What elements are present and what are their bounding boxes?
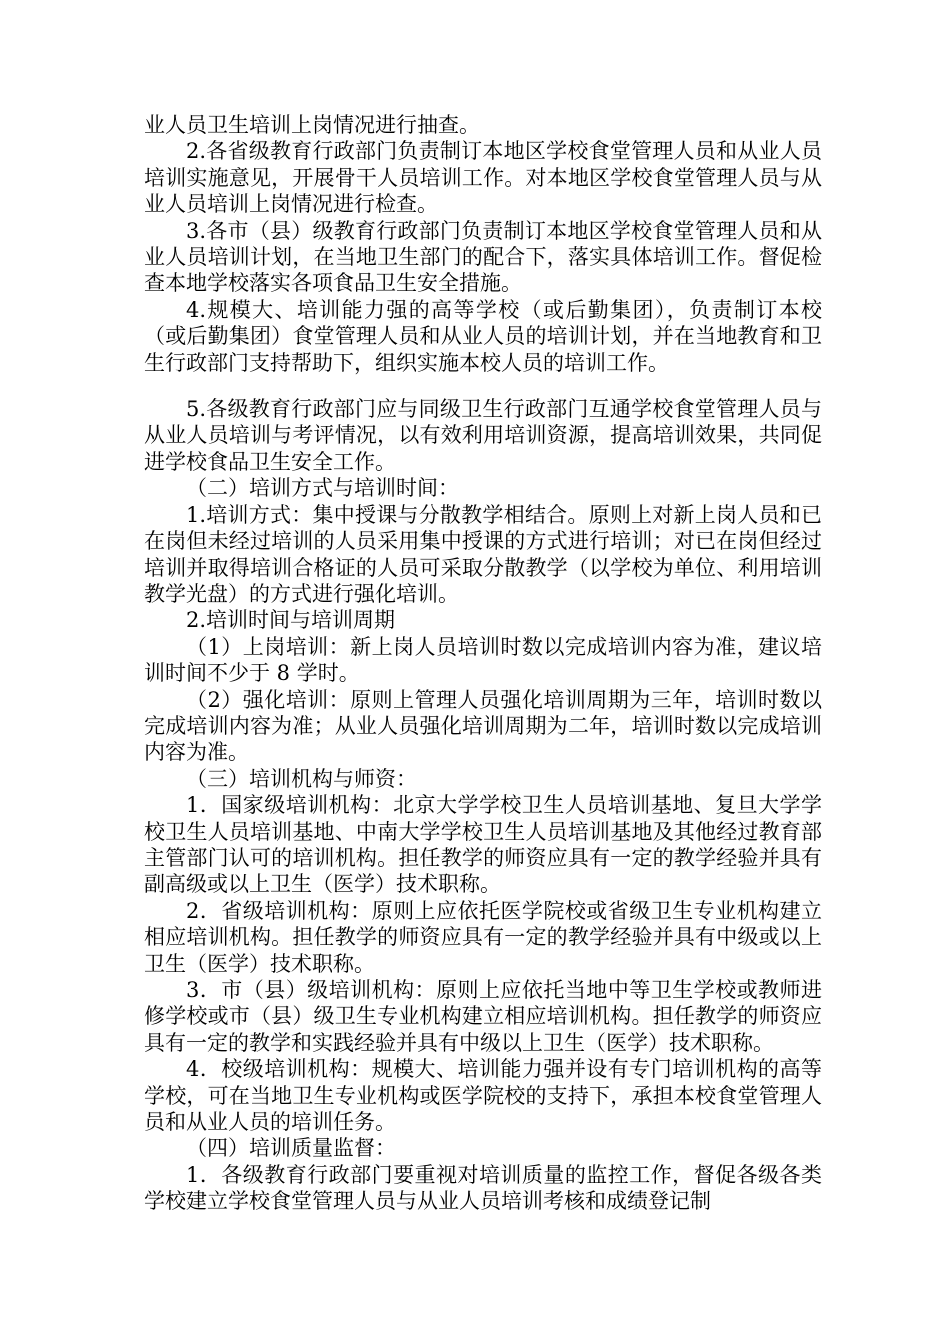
section-heading-quality-supervision: （四）培训质量监督： [186, 1136, 396, 1161]
paragraph-provincial-institutions: 2．省级培训机构：原则上应依托医学院校或省级卫生专业机构建立相应培训机构。担任教学的师资应具有一定的教学经验并具有中级或以上卫生（医学）技术职称。 [144, 898, 822, 976]
paragraph-city-county-institutions: 3．市（县）级培训机构：原则上应依托当地中等卫生学校或教师进修学校或市（县）级卫生专业机构建立相应培训机构。担任教学的师资应具有一定的教学和实践经验并具有中级以上卫生（医学）技术职称。 [144, 978, 822, 1055]
paragraph-school-institutions: 4．校级培训机构：规模大、培训能力强并设有专门培训机构的高等学校，可在当地卫生专业机构或医学院校的支持下，承担本校食堂管理人员和从业人员的培训任务。 [144, 1057, 822, 1135]
paragraph-reinforcement-training: （2）强化培训：原则上管理人员强化培训周期为三年，培训时数以完成培训内容为准；从业人员强化培训周期为二年，培训时数以完成培训内容为准。 [144, 687, 822, 765]
paragraph-continuation: 业人员卫生培训上岗情况进行抽查。 [144, 113, 480, 137]
paragraph-onboarding-training: （1）上岗培训：新上岗人员培训时数以完成培训内容为准，建议培训时间不少于 8 学时。 [144, 634, 822, 686]
subheading-training-time: 2.培训时间与培训周期 [186, 608, 396, 633]
paragraph-provincial-duty: 2.各省级教育行政部门负责制订本地区学校食堂管理人员和从业人员培训实施意见，开展骨干人员培训工作。对本地区学校食堂管理人员与从业人员培训上岗情况进行检查。 [144, 139, 822, 217]
paragraph-training-method: 1.培训方式：集中授课与分散教学相结合。原则上对新上岗人员和已在岗但未经过培训的人员采用集中授课的方式进行培训；对已在岗但经过培训并取得培训合格证的人员可采取分散教学（以学校为单位、利用培训教学光盘）的方式进行强化培训。 [144, 502, 822, 606]
section-heading-training-method: （二）培训方式与培训时间： [186, 476, 459, 501]
paragraph-cooperation: 5.各级教育行政部门应与同级卫生行政部门互通学校食堂管理人员与从业人员培训与考评情况，以有效利用培训资源，提高培训效果，共同促进学校食品卫生安全工作。 [144, 397, 822, 474]
paragraph-city-county-duty: 3.各市（县）级教育行政部门负责制订本地区学校食堂管理人员和从业人员培训计划，在当地卫生部门的配合下，落实具体培训工作。督促检查本地学校落实各项食品卫生安全措施。 [144, 218, 822, 296]
paragraph-quality-monitoring: 1．各级教育行政部门要重视对培训质量的监控工作，督促各级各类学校建立学校食堂管理人员与从业人员培训考核和成绩登记制 [144, 1162, 822, 1214]
document-body [144, 112, 822, 1215]
section-heading-institutions: （三）培训机构与师资： [186, 766, 417, 791]
paragraph-national-institutions: 1．国家级培训机构：北京大学学校卫生人员培训基地、复旦大学学校卫生人员培训基地、中南大学学校卫生人员培训基地及其他经过教育部主管部门认可的培训机构。担任教学的师资应具有一定的教学经验并具有副高级或以上卫生（医学）技术职称。 [144, 793, 822, 897]
paragraph-university-duty: 4.规模大、培训能力强的高等学校（或后勤集团），负责制订本校（或后勤集团）食堂管理人员和从业人员的培训计划，并在当地教育和卫生行政部门支持帮助下，组织实施本校人员的培训工作。 [144, 297, 822, 375]
